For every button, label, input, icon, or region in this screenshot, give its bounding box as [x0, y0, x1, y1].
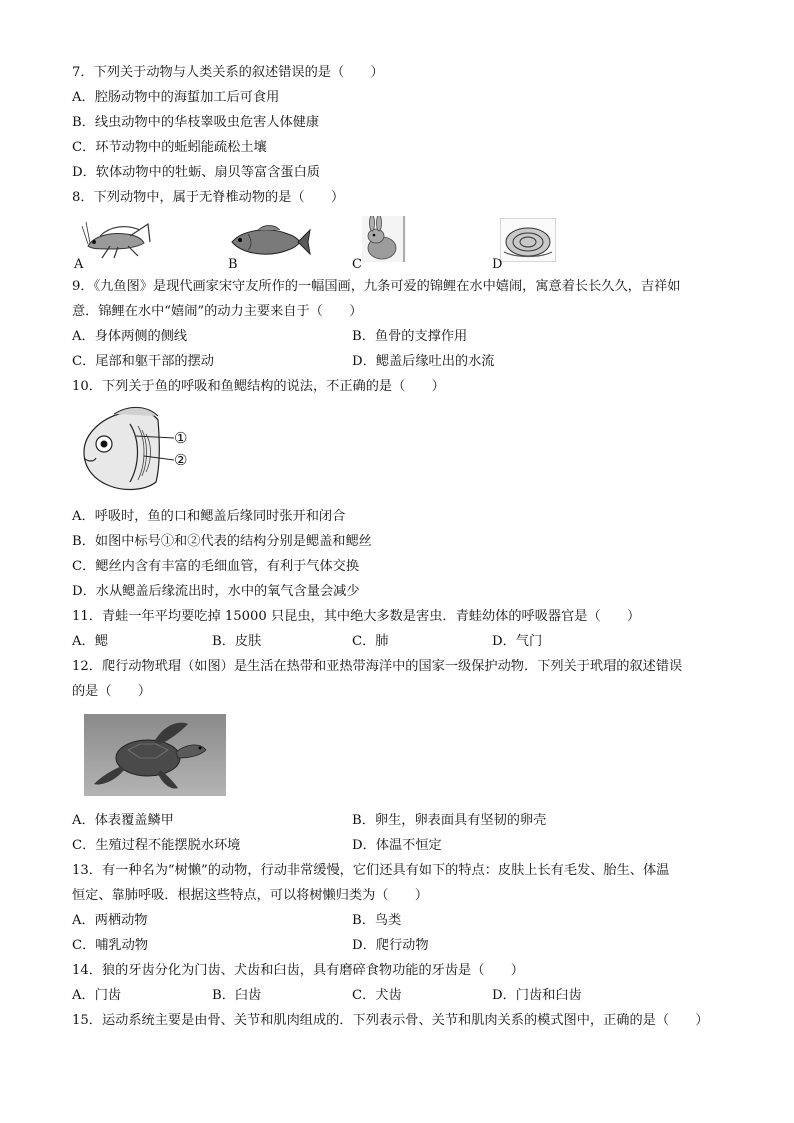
- q9-option-d[interactable]: D．鳃盖后缘吐出的水流: [352, 354, 495, 369]
- carp-fish-image: [228, 222, 312, 262]
- q13-stem-line2: 恒定、靠肺呼吸．根据这些特点，可以将树懒归类为（ ）: [72, 888, 429, 903]
- q14-option-d[interactable]: D．门齿和臼齿: [492, 988, 582, 1003]
- q13-option-b[interactable]: B．鸟类: [352, 913, 402, 928]
- q13-stem-line1: 13．有一种名为“树懒”的动物，行动非常缓慢，它们还具有如下的特点：皮肤上长有毛发、胎生、体温: [72, 863, 670, 878]
- q10-mark-2: ②: [174, 451, 188, 469]
- q12-option-d[interactable]: D．体温不恒定: [352, 838, 442, 853]
- q9-option-a[interactable]: A．身体两侧的侧线: [72, 329, 188, 344]
- q13-option-c[interactable]: C．哺乳动物: [72, 938, 149, 953]
- q14-option-c[interactable]: C．犬齿: [352, 988, 402, 1003]
- q10-stem: 10．下列关于鱼的呼吸和鱼鳃结构的说法，不正确的是（ ）: [72, 379, 445, 394]
- q7-option-b[interactable]: B．线虫动物中的华枝睾吸虫危害人体健康: [72, 115, 320, 130]
- q8-label-c: C: [352, 257, 362, 272]
- q11-option-d[interactable]: D．气门: [492, 634, 543, 649]
- q10-mark-1: ①: [174, 429, 188, 447]
- q7-option-d[interactable]: D．软体动物中的牡蛎、扇贝等富含蛋白质: [72, 165, 320, 180]
- rabbit-image: [362, 216, 406, 262]
- q12-option-b[interactable]: B．卵生，卵表面具有坚韧的卵壳: [352, 813, 547, 828]
- q8-label-a: A: [74, 257, 84, 272]
- q11-option-c[interactable]: C．肺: [352, 634, 389, 649]
- q10-option-c[interactable]: C．鳃丝内含有丰富的毛细血管，有利于气体交换: [72, 559, 360, 574]
- q12-stem-line1: 12．爬行动物玳瑁（如图）是生活在热带和亚热带海洋中的国家一级保护动物．下列关于玳瑁的叙述错误: [72, 659, 683, 674]
- q12-option-c[interactable]: C．生殖过程不能摆脱水环境: [72, 838, 241, 853]
- sea-turtle-photo: [84, 714, 226, 796]
- q9-stem-line1: 9．《九鱼图》是现代画家宋守友所作的一幅国画，九条可爱的锦鲤在水中嬉闹，寓意着长长久久，吉祥如: [72, 279, 681, 294]
- q11-option-a[interactable]: A．鳃: [72, 634, 108, 649]
- q7-stem: 7．下列关于动物与人类关系的叙述错误的是（ ）: [72, 65, 384, 80]
- q12-stem-line2: 的是（ ）: [72, 684, 152, 699]
- q11-option-b[interactable]: B．皮肤: [212, 634, 262, 649]
- q9-option-c[interactable]: C．尾部和躯干部的摆动: [72, 354, 214, 369]
- q9-stem-line2: 意．锦鲤在水中“嬉闹”的动力主要来自于（ ）: [72, 304, 363, 319]
- q14-stem: 14．狼的牙齿分化为门齿、犬齿和臼齿，具有磨碎食物功能的牙齿是（ ）: [72, 963, 524, 978]
- q9-option-b[interactable]: B．鱼骨的支撑作用: [352, 329, 468, 344]
- q14-option-a[interactable]: A．门齿: [72, 988, 122, 1003]
- q8-label-b: B: [228, 257, 238, 272]
- q10-option-d[interactable]: D．水从鳃盖后缘流出时，水中的氧气含量会减少: [72, 584, 360, 599]
- q10-option-a[interactable]: A．呼吸时，鱼的口和鳃盖后缘同时张开和闭合: [72, 509, 346, 524]
- grasshopper-image: [80, 216, 152, 260]
- q13-option-a[interactable]: A．两栖动物: [72, 913, 148, 928]
- q7-option-c[interactable]: C．环节动物中的蚯蚓能疏松土壤: [72, 140, 267, 155]
- q8-stem: 8．下列动物中，属于无脊椎动物的是（ ）: [72, 190, 345, 205]
- q10-option-b[interactable]: B．如图中标号①和②代表的结构分别是鳃盖和鳃丝: [72, 534, 372, 549]
- fish-gill-diagram: [76, 404, 196, 496]
- snail-image: [500, 218, 556, 262]
- q11-stem: 11．青蛙一年平均要吃掉 15000 只昆虫，其中绝大多数是害虫．青蛙幼体的呼吸器官是（ ）: [72, 609, 641, 624]
- q15-stem: 15．运动系统主要是由骨、关节和肌肉组成的．下列表示骨、关节和肌肉关系的模式图中，正确的是（ ）: [72, 1013, 709, 1028]
- q8-label-d: D: [492, 257, 503, 272]
- q14-option-b[interactable]: B．臼齿: [212, 988, 262, 1003]
- q13-option-d[interactable]: D．爬行动物: [352, 938, 429, 953]
- q7-option-a[interactable]: A．腔肠动物中的海蜇加工后可食用: [72, 90, 280, 105]
- q12-option-a[interactable]: A．体表覆盖鳞甲: [72, 813, 174, 828]
